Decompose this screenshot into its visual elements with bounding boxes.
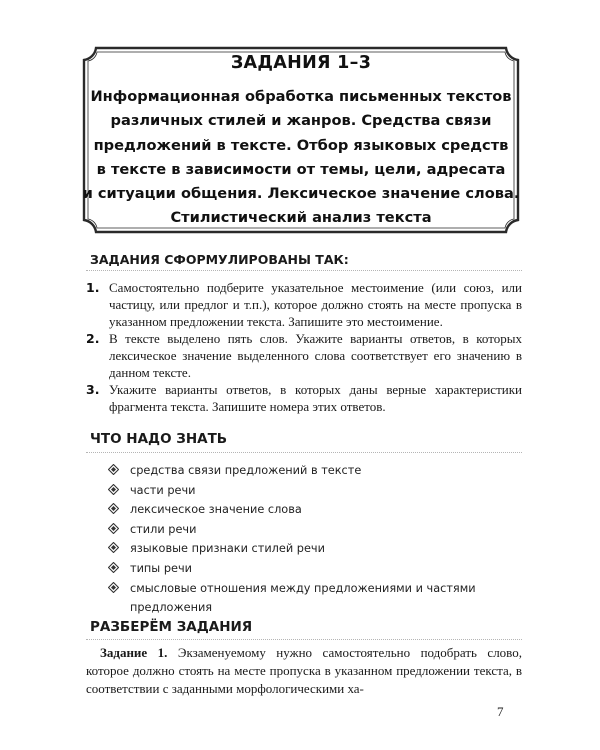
list-item bbox=[86, 279, 522, 330]
list-item bbox=[108, 559, 522, 579]
list-item bbox=[86, 381, 522, 415]
list-item bbox=[108, 461, 522, 481]
knowledge-item-text: средства связи предложений в тексте bbox=[130, 464, 362, 477]
analysis-paragraph bbox=[86, 644, 522, 698]
topic-header-box bbox=[78, 42, 524, 238]
task-number: 2. bbox=[86, 331, 100, 346]
task-text: Укажите варианты ответов, в которых даны верные характеристики фрагмента текста. Запишите номера этих ответов. bbox=[109, 382, 522, 414]
page-title: ЗАДАНИЯ 1–3 bbox=[230, 53, 372, 73]
diamond-bullet-icon bbox=[108, 503, 119, 514]
knowledge-item-text: типы речи bbox=[130, 561, 192, 575]
task-number: 3. bbox=[86, 382, 100, 397]
diamond-bullet-icon bbox=[108, 523, 119, 534]
task-text: В тексте выделено пять слов. Укажите варианты ответов, в которых лексическое значение выделенного слова соответствует его значению в данном тексте. bbox=[109, 331, 522, 380]
diamond-bullet-icon bbox=[108, 464, 119, 475]
section-heading-know: ЧТО НАДО ЗНАТЬ bbox=[90, 431, 228, 447]
section-heading-formulated: ЗАДАНИЯ СФОРМУЛИРОВАНЫ ТАК: bbox=[90, 252, 349, 267]
list-item bbox=[108, 579, 522, 618]
topic-line: предложений в тексте. Отбор языковых средств bbox=[93, 136, 509, 154]
section-divider bbox=[86, 270, 522, 271]
topic-line: Информационная обработка письменных текстов bbox=[90, 88, 512, 105]
diamond-bullet-icon bbox=[108, 562, 119, 573]
diamond-bullet-icon bbox=[108, 582, 119, 593]
diamond-bullet-icon bbox=[108, 542, 119, 553]
list-item bbox=[108, 500, 522, 520]
page-number: 7 bbox=[497, 704, 504, 719]
list-item bbox=[108, 520, 522, 540]
task-label: Задание 1. bbox=[100, 645, 168, 660]
section-heading-analyze: РАЗБЕРЁМ ЗАДАНИЯ bbox=[90, 619, 253, 635]
diamond-bullet-icon bbox=[108, 484, 119, 495]
topic-line: в тексте в зависимости от темы, цели, адресата bbox=[96, 160, 506, 178]
section-divider bbox=[86, 452, 522, 453]
task-number: 1. bbox=[86, 280, 100, 295]
topic-line: различных стилей и жанров. Средства связи bbox=[110, 112, 492, 130]
section-divider bbox=[86, 639, 522, 640]
knowledge-item-text: части речи bbox=[130, 483, 196, 497]
task-text: Самостоятельно подберите указательное местоимение (или союз, или частицу, или предлог и т.п.), которое должно стоять на месте пропуска в указанном предложении текста. Запишите это местоимение. bbox=[109, 280, 522, 329]
list-item bbox=[108, 481, 522, 501]
knowledge-item-text: лексическое значение слова bbox=[130, 503, 302, 517]
task-list bbox=[86, 279, 522, 415]
topic-description bbox=[78, 85, 524, 231]
knowledge-item-text: языковые признаки стилей речи bbox=[130, 542, 325, 556]
knowledge-item-text: смысловые отношения между предложениями и частями предложения bbox=[130, 581, 476, 615]
knowledge-list bbox=[108, 461, 522, 618]
list-item bbox=[108, 539, 522, 559]
topic-line: и ситуации общения. Лексическое значение слова. bbox=[82, 185, 520, 203]
list-item bbox=[86, 330, 522, 381]
topic-line: Стилистический анализ текста bbox=[170, 209, 432, 227]
knowledge-item-text: стили речи bbox=[130, 522, 197, 536]
analysis-text: Экзаменуемому нужно самостоятельно подобрать слово, которое должно стоять на месте пропуска в указанном предложении текста, в соответствии с заданными морфологическими ха- bbox=[86, 645, 522, 696]
